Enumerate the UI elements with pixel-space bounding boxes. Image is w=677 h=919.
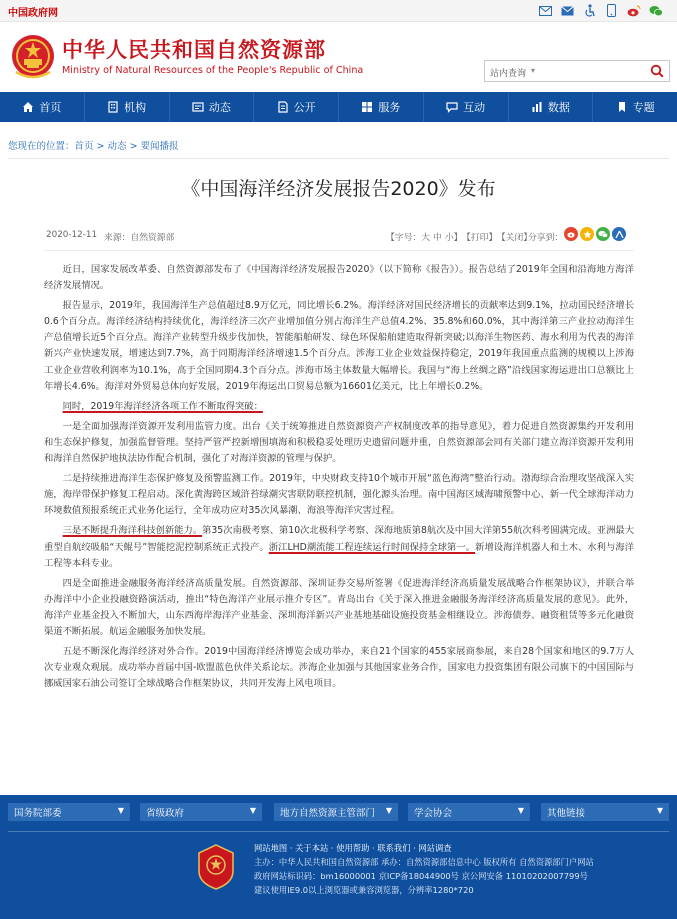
chat-icon [446, 101, 458, 113]
chevron-down-icon: ▼ [117, 806, 124, 815]
article-paragraph: 近日，国家发展改革委、自然资源部发布了《中国海洋经济发展报告2020》（以下简称《报告》）。报告总结了2019年全国和沿海地方海洋经济发展情况。 [44, 264, 634, 292]
article-text: 第35次南极考察、第10次北极科学考察、深海地质第8航次及中国大洋第55航次科考圆满完成。亚洲最大重型自航绞吸船“天鲲号”智能挖泥控制系统正式投产。 [44, 525, 634, 553]
nav-label: 服务 [378, 101, 401, 114]
highlighted-text: 同时，2019年海洋经济各项工作不断取得突破： [62, 400, 263, 412]
renren-share-icon[interactable] [612, 227, 626, 241]
divider [44, 250, 634, 251]
footer-select-ministries[interactable] [8, 803, 130, 821]
nav-item-public[interactable] [254, 92, 339, 122]
footer-select-associations[interactable] [408, 803, 530, 821]
font-small-button[interactable]: 小 [444, 233, 454, 243]
weibo-icon[interactable] [626, 3, 641, 18]
breadcrumb-separator: > [93, 141, 108, 152]
nav-item-home[interactable] [0, 92, 85, 122]
news-icon [192, 101, 204, 113]
mobile-icon[interactable] [604, 3, 619, 18]
nav-label: 机构 [124, 101, 147, 114]
font-size-close: 】 [453, 233, 463, 243]
chevron-down-icon: ▼ [656, 806, 663, 815]
article-paragraph [44, 523, 634, 571]
share-label: 分享到： [528, 233, 564, 243]
nav-label: 互动 [463, 101, 486, 114]
nav-label: 动态 [208, 101, 231, 114]
breadcrumb-prefix: 您现在的位置： [8, 141, 75, 152]
weibo-share-icon[interactable] [564, 227, 578, 241]
footer-info [254, 841, 594, 897]
qzone-share-icon[interactable] [580, 227, 594, 241]
highlighted-text: 三是不断提升海洋科技创新能力。 [62, 525, 203, 537]
article-meta [44, 228, 634, 244]
footer-select-provinces[interactable] [140, 803, 262, 821]
breadcrumb-item-home[interactable]: 首页 [74, 141, 94, 152]
nav-label: 数据 [547, 101, 570, 114]
search-scope-select[interactable]: 站内查询 [490, 69, 527, 79]
nav-label: 专题 [632, 101, 655, 114]
top-icon-group [538, 3, 663, 18]
article-date: 2020-12-11 [46, 230, 98, 240]
chevron-down-icon: ▼ [385, 806, 392, 815]
nav-item-news[interactable] [170, 92, 255, 122]
footer-select-label: 省级政府 [146, 808, 185, 819]
bookmark-icon [616, 101, 628, 113]
article-title: 《中国海洋经济发展报告2020》发布 [181, 178, 496, 200]
building-icon [107, 101, 119, 113]
breadcrumb-bar [0, 122, 677, 164]
nav-item-interact[interactable] [424, 92, 509, 122]
article-body [44, 262, 634, 696]
nav-item-data[interactable] [509, 92, 594, 122]
main-nav [0, 92, 677, 122]
print-button[interactable]: 【打印】 [466, 233, 498, 243]
font-size-label: 【字号： [386, 233, 422, 243]
article-paragraph: 一是全面加强海洋资源开发利用监管力度。出台《关于统筹推进自然资源资产产权制度改革的指导意见》，着力促进自然资源集约开发利用和生态保护修复，加强监督管理。坚持严管严控新增围填海和积极稳妥处理历史遗留问题并重，自然资源部会同有关部门建立海洋资源开发利用和海洋自然保护地执法协作配合机制，强化了对海洋资源的管理与保护。 [44, 420, 634, 465]
mail-icon[interactable] [538, 3, 553, 18]
gov-site-badge-icon[interactable] [196, 843, 236, 891]
article-paragraph [44, 399, 634, 415]
breadcrumb-item-news[interactable]: 动态 [107, 141, 127, 152]
article-source: 来源：自然资源部 [104, 233, 175, 243]
breadcrumb-separator: > [126, 141, 141, 152]
site-title: 中华人民共和国自然资源部 [62, 37, 326, 62]
accessibility-icon[interactable] [582, 3, 597, 18]
article-paragraph: 二是持续推进海洋生态保护修复及预警监测工作。2019年，中央财政支持10个城市开展“蓝色海湾”整治行动。渤海综合治理攻坚战深入实施，海岸带保护修复工程启动。深化黄海跨区域浒苔绿潮灾害联防联控机制，强化源头治理。南中国海区域海啸预警中心、新一代全球海洋动力环境数值预报系统正式业务化运行，全年成功应对35次风暴潮、海浪等海洋灾害过程。 [44, 473, 634, 517]
bar-chart-icon [531, 101, 543, 113]
breadcrumb [8, 138, 179, 152]
site-footer [0, 795, 677, 919]
close-button[interactable]: 【关闭】 [501, 233, 533, 243]
mail-alt-icon[interactable] [560, 3, 575, 18]
font-large-button[interactable]: 大 [421, 233, 431, 243]
highlighted-text: 浙江LHD潮流能工程连续运行时间保持全球第一。 [268, 541, 476, 553]
article-tools [386, 230, 536, 243]
footer-select-label: 其他链接 [547, 808, 586, 819]
breadcrumb-item-headlines[interactable]: 要闻播报 [140, 141, 179, 152]
footer-browser-note: 建议使用IE9.0以上浏览器或兼容浏览器，分辨率1280*720 [254, 885, 474, 895]
chevron-down-icon: ▼ [517, 806, 524, 815]
nav-item-topics[interactable] [593, 92, 677, 122]
footer-ids: 政府网站标识码：bm16000001 京ICP备18044900号 京公网安备 11010202007799号 [254, 871, 588, 881]
nav-item-service[interactable] [339, 92, 424, 122]
home-icon [22, 101, 34, 113]
chevron-down-icon: ▼ [249, 806, 256, 815]
document-icon [277, 101, 289, 113]
divider [8, 158, 669, 159]
footer-select-label: 地方自然资源主管部门 [280, 808, 376, 819]
article-paragraph: 报告显示，2019年，我国海洋生产总值超过8.9万亿元，同比增长6.2%。海洋经济对国民经济增长的贡献率达到9.1%，拉动国民经济增长0.6个百分点。海洋经济结构持续优化，海洋经济三次产业增加值分别占海洋生产总值4.2%、35.8%和60.0%，其中海洋第三产业拉动海洋生产总值增长近5个百分点。海洋产业转型升级步伐加快，智能船舶研发、绿色环保船舶建造取得新突破;以海洋生物医药、海水利用为代表的海洋新兴产业快速发展，增速达到7.7%，高于同期海洋经济增速1.5个百分点。涉海工业企业效益保持稳定，2019年我国重点监测的规模以上涉海工业企业营收利润率为10.1%，高于全国同期4.3个百分点。涉海市场主体数量大幅增长。我国与“海上丝绸之路”沿线国家海运进出口总额比上年增长4.6%。海洋对外贸易总体向好发展，2019年海运出口贸易总额为16601亿美元，比上年增长0.2%。 [44, 300, 634, 392]
chevron-down-icon: ▾ [531, 66, 536, 75]
footer-host: 主办：中华人民共和国自然资源部 承办：自然资源部信息中心 版权所有 自然资源部门户网站 [254, 857, 594, 867]
divider [8, 831, 669, 832]
search-input[interactable] [484, 60, 670, 82]
footer-select-label: 学会协会 [414, 808, 453, 819]
site-subtitle: Ministry of Natural Resources of the People's Republic of China [62, 65, 364, 76]
article-text: 新增设海洋机器人和土木、水利与海洋工程等本科专业。 [44, 541, 634, 569]
gov-portal-link[interactable]: 中国政府网 [8, 8, 58, 19]
footer-select-local-depts[interactable] [274, 803, 398, 821]
nav-label: 公开 [293, 101, 316, 114]
article-paragraph: 四是全面推进金融服务海洋经济高质量发展。自然资源部、深圳证券交易所签署《促进海洋经济高质量发展战略合作框架协议》，并联合举办海洋中小企业投融资路演活动，推出“特色海洋产业展示推介专区”。青岛出台《关于深入推进金融服务海洋经济高质量发展的意见》。此外，海洋产业基金投入不断加大，山东西海岸海洋产业基金、深圳海洋新兴产业基地基础设施投资基金相继设立。涉海债券、融资租赁等多元化融资渠道不断拓展。航运金融服务加快发展。 [44, 577, 634, 637]
share-icon-group [564, 227, 626, 241]
top-bar [0, 0, 677, 22]
site-header [0, 22, 677, 92]
footer-links[interactable]: 网站地图 · 关于本站 · 使用帮助 · 联系我们 · 网站调查 [254, 843, 452, 853]
nav-label: 首页 [39, 101, 62, 114]
wechat-icon[interactable] [648, 3, 663, 18]
nav-item-org[interactable] [85, 92, 170, 122]
national-emblem-icon [10, 32, 56, 82]
search-icon[interactable] [650, 64, 664, 78]
service-icon [361, 101, 373, 113]
footer-select-label: 国务院部委 [14, 808, 62, 819]
wechat-share-icon[interactable] [596, 227, 610, 241]
font-medium-button[interactable]: 中 [433, 233, 442, 243]
article-paragraph: 五是不断深化海洋经济对外合作。2019中国海洋经济博览会成功举办，来自21个国家的455家展商参展，来自28个国家和地区的9.7万人次专业观众观展。成功举办首届中国-欧盟蓝色伙伴关系论坛。涉海企业加强与其他国家业务合作，国家电力投资集团有限公司旗下的中国国际与挪威国家石油公司签订全球战略合作框架协议，共同开发海上风电项目。 [44, 646, 634, 690]
footer-select-other-links[interactable] [541, 803, 669, 821]
